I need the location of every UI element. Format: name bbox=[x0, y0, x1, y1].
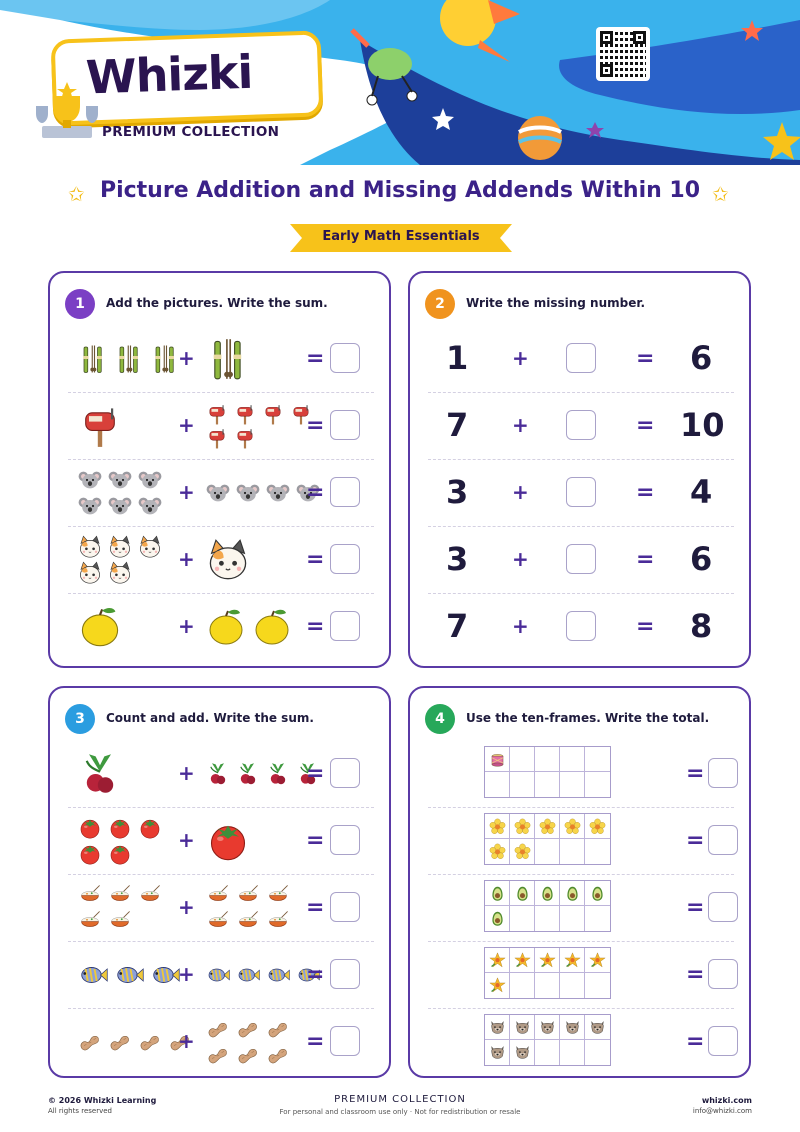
tomato-icon bbox=[206, 819, 250, 863]
picture-group bbox=[78, 468, 168, 518]
koala-icon bbox=[138, 494, 162, 518]
ten-frame-cell bbox=[560, 747, 585, 772]
problem-row bbox=[428, 1008, 734, 1075]
logo-wordmark: Whizki bbox=[84, 44, 254, 105]
sum-number: 6 bbox=[690, 339, 713, 377]
ten-frame-cell bbox=[560, 1040, 585, 1065]
ten-frame-cell bbox=[485, 881, 510, 906]
problem-row bbox=[68, 941, 374, 1008]
koala-icon bbox=[206, 481, 230, 505]
equals-sign: = bbox=[686, 761, 705, 786]
avocado-icon bbox=[489, 910, 506, 927]
star-flower-icon bbox=[539, 952, 556, 969]
picture-group bbox=[206, 337, 256, 381]
flower-icon bbox=[514, 818, 531, 835]
equals-sign: = bbox=[686, 828, 705, 853]
addend-number: 7 bbox=[446, 607, 469, 645]
plus-sign: + bbox=[512, 614, 529, 638]
rice-bowl-icon bbox=[206, 883, 230, 907]
ten-frame-cell bbox=[585, 906, 610, 931]
cat-icon bbox=[108, 561, 132, 585]
peanut-icon bbox=[138, 1030, 162, 1054]
ten-frame-cell bbox=[485, 948, 510, 973]
footer-copyright: © 2026 Whizki Learning bbox=[48, 1096, 157, 1105]
radish-icon bbox=[206, 762, 230, 786]
ten-frame-cell bbox=[485, 906, 510, 931]
answer-box[interactable] bbox=[330, 544, 360, 574]
ten-frame-cell bbox=[510, 906, 535, 931]
missing-number-box[interactable] bbox=[566, 544, 596, 574]
answer-box[interactable] bbox=[708, 959, 738, 989]
ten-frame-cell bbox=[535, 1015, 560, 1040]
missing-number-box[interactable] bbox=[566, 410, 596, 440]
rice-bowl-icon bbox=[138, 883, 162, 907]
koala-icon bbox=[78, 494, 102, 518]
problem-row bbox=[68, 325, 374, 392]
section-instruction: Count and add. Write the sum. bbox=[106, 711, 314, 725]
problem-row bbox=[428, 941, 734, 1008]
tomato-icon bbox=[78, 842, 102, 866]
ten-frame-cell bbox=[585, 1015, 610, 1040]
section-number-badge: 3 bbox=[65, 704, 95, 734]
mailbox-icon bbox=[234, 427, 256, 449]
star-flower-icon bbox=[589, 952, 606, 969]
radish-icon bbox=[78, 752, 122, 796]
equals-sign: = bbox=[306, 413, 325, 438]
fish-icon bbox=[78, 960, 108, 990]
tomato-icon bbox=[78, 816, 102, 840]
footer-email-link[interactable]: info@whizki.com bbox=[692, 1107, 752, 1115]
ten-frame-cell bbox=[535, 948, 560, 973]
section-instruction: Add the pictures. Write the sum. bbox=[106, 296, 328, 310]
ten-frame-cell bbox=[560, 814, 585, 839]
ten-frame bbox=[484, 746, 611, 798]
equals-sign: = bbox=[306, 962, 325, 987]
ten-frame-cell bbox=[510, 747, 535, 772]
lemon-icon bbox=[206, 607, 246, 647]
plus-sign: + bbox=[178, 828, 195, 852]
star-flower-icon bbox=[514, 952, 531, 969]
equals-sign: = bbox=[306, 895, 325, 920]
ten-frame bbox=[484, 813, 611, 865]
equals-sign: = bbox=[306, 547, 325, 572]
picture-group bbox=[78, 344, 186, 374]
rice-bowl-icon bbox=[266, 883, 290, 907]
answer-box[interactable] bbox=[330, 758, 360, 788]
problem-row bbox=[68, 526, 374, 593]
ten-frame-cell bbox=[560, 839, 585, 864]
ten-frame-cell bbox=[535, 906, 560, 931]
fish-icon bbox=[114, 960, 144, 990]
ten-frame bbox=[484, 1014, 611, 1066]
radish-icon bbox=[266, 762, 290, 786]
picture-group bbox=[206, 819, 256, 863]
problem-row bbox=[428, 874, 734, 941]
ten-frame-cell bbox=[510, 948, 535, 973]
plus-sign: + bbox=[512, 346, 529, 370]
ten-frame-cell bbox=[485, 1040, 510, 1065]
rice-bowl-icon bbox=[108, 883, 132, 907]
picture-group bbox=[78, 535, 168, 585]
problem-row bbox=[68, 740, 374, 807]
lemon-icon bbox=[252, 607, 292, 647]
rice-bowl-icon bbox=[266, 909, 290, 933]
answer-box[interactable] bbox=[708, 1026, 738, 1056]
section-3-panel bbox=[48, 686, 391, 1078]
koala-icon bbox=[108, 494, 132, 518]
ten-frame-cell bbox=[510, 839, 535, 864]
koala-icon bbox=[108, 468, 132, 492]
cat-icon bbox=[206, 538, 250, 582]
ten-frame-cell bbox=[510, 1040, 535, 1065]
ten-frame-cell bbox=[560, 772, 585, 797]
ten-frame-cell bbox=[560, 948, 585, 973]
koala-icon bbox=[78, 468, 102, 492]
answer-box[interactable] bbox=[330, 611, 360, 641]
plus-sign: + bbox=[178, 895, 195, 919]
ten-frame-cell bbox=[560, 973, 585, 998]
star-icon: ✩ bbox=[68, 182, 85, 206]
plus-sign: + bbox=[178, 413, 195, 437]
ten-frame-cell bbox=[535, 1040, 560, 1065]
sum-number: 8 bbox=[690, 607, 713, 645]
star-flower-icon bbox=[489, 977, 506, 994]
wolf-icon bbox=[539, 1019, 556, 1036]
addend-number: 1 bbox=[446, 339, 469, 377]
drum-icon bbox=[489, 751, 506, 768]
picture-group bbox=[206, 403, 318, 449]
ten-frame bbox=[484, 880, 611, 932]
plus-sign: + bbox=[178, 547, 195, 571]
answer-box[interactable] bbox=[708, 758, 738, 788]
avocado-icon bbox=[564, 885, 581, 902]
wolf-icon bbox=[564, 1019, 581, 1036]
ten-frame-cell bbox=[510, 1015, 535, 1040]
plus-sign: + bbox=[178, 614, 195, 638]
tomato-icon bbox=[138, 816, 162, 840]
answer-box[interactable] bbox=[330, 825, 360, 855]
problem-row bbox=[68, 1008, 374, 1075]
answer-box[interactable] bbox=[708, 892, 738, 922]
section-number-badge: 1 bbox=[65, 289, 95, 319]
koala-icon bbox=[138, 468, 162, 492]
flower-icon bbox=[489, 843, 506, 860]
cat-icon bbox=[138, 535, 162, 559]
ten-frame-cell bbox=[585, 973, 610, 998]
picture-group bbox=[78, 883, 168, 933]
ten-frame-cell bbox=[560, 881, 585, 906]
wolf-icon bbox=[589, 1019, 606, 1036]
equals-sign: = bbox=[636, 614, 655, 639]
avocado-icon bbox=[589, 885, 606, 902]
ten-frame-cell bbox=[510, 814, 535, 839]
plus-sign: + bbox=[178, 761, 195, 785]
addend-number: 3 bbox=[446, 473, 469, 511]
picture-group bbox=[206, 883, 296, 933]
ten-frame-cell bbox=[485, 839, 510, 864]
tomato-icon bbox=[108, 816, 132, 840]
picture-group bbox=[206, 1017, 296, 1067]
ten-frame-cell bbox=[585, 814, 610, 839]
mailbox-icon bbox=[78, 404, 122, 448]
koala-icon bbox=[266, 481, 290, 505]
ten-frame-cell bbox=[535, 881, 560, 906]
ten-frame-cell bbox=[485, 814, 510, 839]
ten-frame-cell bbox=[560, 906, 585, 931]
picture-group bbox=[78, 605, 128, 649]
ten-frame-cell bbox=[585, 839, 610, 864]
problem-row bbox=[428, 807, 734, 874]
rice-bowl-icon bbox=[236, 909, 260, 933]
star-flower-icon bbox=[564, 952, 581, 969]
missing-number-box[interactable] bbox=[566, 611, 596, 641]
plus-sign: + bbox=[178, 480, 195, 504]
ten-frame-cell bbox=[510, 881, 535, 906]
ten-frame-cell bbox=[510, 772, 535, 797]
star-icon: ✩ bbox=[712, 182, 729, 206]
page-header bbox=[0, 0, 800, 165]
avocado-icon bbox=[514, 885, 531, 902]
ten-frame bbox=[484, 947, 611, 999]
flower-icon bbox=[514, 843, 531, 860]
addend-number: 7 bbox=[446, 406, 469, 444]
wolf-icon bbox=[489, 1019, 506, 1036]
sum-number: 10 bbox=[680, 406, 725, 444]
equals-sign: = bbox=[306, 346, 325, 371]
equals-sign: = bbox=[686, 962, 705, 987]
ten-frame-cell bbox=[585, 1040, 610, 1065]
ten-frame-cell bbox=[485, 973, 510, 998]
fish-icon bbox=[150, 960, 180, 990]
peanut-icon bbox=[206, 1043, 230, 1067]
rice-bowl-icon bbox=[236, 883, 260, 907]
fish-icon bbox=[236, 963, 260, 987]
problem-row bbox=[428, 593, 734, 660]
missing-number-box[interactable] bbox=[566, 477, 596, 507]
mailbox-icon bbox=[234, 403, 256, 425]
rice-bowl-icon bbox=[108, 909, 132, 933]
sum-number: 4 bbox=[690, 473, 713, 511]
plus-sign: + bbox=[512, 547, 529, 571]
qr-code bbox=[596, 27, 650, 81]
page-title: Picture Addition and Missing Addends Within 10 bbox=[99, 178, 701, 203]
equals-sign: = bbox=[306, 480, 325, 505]
section-number-badge: 4 bbox=[425, 704, 455, 734]
section-4-panel bbox=[408, 686, 751, 1078]
ten-frame-cell bbox=[535, 839, 560, 864]
ski-poles-icon bbox=[206, 337, 250, 381]
avocado-icon bbox=[539, 885, 556, 902]
plus-sign: + bbox=[512, 480, 529, 504]
plus-sign: + bbox=[512, 413, 529, 437]
wolf-icon bbox=[514, 1044, 531, 1061]
sum-number: 6 bbox=[690, 540, 713, 578]
picture-group bbox=[78, 816, 168, 866]
mailbox-icon bbox=[206, 427, 228, 449]
equals-sign: = bbox=[636, 413, 655, 438]
peanut-icon bbox=[236, 1017, 260, 1041]
flower-icon bbox=[489, 818, 506, 835]
ten-frame-cell bbox=[560, 1015, 585, 1040]
addend-number: 3 bbox=[446, 540, 469, 578]
rice-bowl-icon bbox=[78, 883, 102, 907]
section-number-badge: 2 bbox=[425, 289, 455, 319]
picture-group bbox=[78, 752, 128, 796]
problem-row bbox=[68, 392, 374, 459]
section-1-panel bbox=[48, 271, 391, 668]
plus-sign: + bbox=[178, 346, 195, 370]
mailbox-icon bbox=[262, 403, 284, 425]
flower-icon bbox=[564, 818, 581, 835]
equals-sign: = bbox=[636, 480, 655, 505]
footer-usage-note: For personal and classroom use only · Not for redistribution or resale bbox=[279, 1108, 521, 1116]
lemon-icon bbox=[78, 605, 122, 649]
equals-sign: = bbox=[686, 895, 705, 920]
equals-sign: = bbox=[306, 828, 325, 853]
plus-sign: + bbox=[178, 1029, 195, 1053]
ten-frame-cell bbox=[585, 881, 610, 906]
answer-box[interactable] bbox=[330, 1026, 360, 1056]
ten-frame-cell bbox=[485, 1015, 510, 1040]
picture-group bbox=[206, 607, 298, 647]
footer-website-link[interactable]: whizki.com bbox=[701, 1096, 752, 1105]
problem-row bbox=[68, 459, 374, 526]
equals-sign: = bbox=[636, 547, 655, 572]
ten-frame-cell bbox=[585, 948, 610, 973]
radish-icon bbox=[236, 762, 260, 786]
equals-sign: = bbox=[306, 614, 325, 639]
wolf-icon bbox=[489, 1044, 506, 1061]
picture-group bbox=[78, 960, 186, 990]
flower-icon bbox=[589, 818, 606, 835]
answer-box[interactable] bbox=[330, 410, 360, 440]
equals-sign: = bbox=[686, 1029, 705, 1054]
tomato-icon bbox=[108, 842, 132, 866]
answer-box[interactable] bbox=[330, 477, 360, 507]
section-2-panel bbox=[408, 271, 751, 668]
ten-frame-cell bbox=[535, 747, 560, 772]
answer-box[interactable] bbox=[330, 959, 360, 989]
koala-icon bbox=[236, 481, 260, 505]
plus-sign: + bbox=[178, 962, 195, 986]
cat-icon bbox=[78, 561, 102, 585]
equals-sign: = bbox=[306, 761, 325, 786]
peanut-icon bbox=[236, 1043, 260, 1067]
mailbox-icon bbox=[206, 403, 228, 425]
fish-icon bbox=[206, 963, 230, 987]
problem-row bbox=[428, 392, 734, 459]
problem-row bbox=[428, 526, 734, 593]
peanut-icon bbox=[206, 1017, 230, 1041]
ten-frame-cell bbox=[535, 772, 560, 797]
missing-number-box[interactable] bbox=[566, 343, 596, 373]
trophy-icon bbox=[32, 82, 102, 142]
ski-poles-icon bbox=[78, 344, 108, 374]
picture-group bbox=[206, 538, 256, 582]
fish-icon bbox=[266, 963, 290, 987]
peanut-icon bbox=[266, 1043, 290, 1067]
ski-poles-icon bbox=[114, 344, 144, 374]
wolf-icon bbox=[514, 1019, 531, 1036]
picture-group bbox=[78, 404, 128, 448]
rice-bowl-icon bbox=[78, 909, 102, 933]
rice-bowl-icon bbox=[206, 909, 230, 933]
problem-row bbox=[428, 325, 734, 392]
ten-frame-cell bbox=[585, 747, 610, 772]
problem-row bbox=[68, 593, 374, 660]
page-subtitle: Early Math Essentials bbox=[322, 229, 480, 244]
peanut-icon bbox=[266, 1017, 290, 1041]
ten-frame-cell bbox=[535, 814, 560, 839]
flower-icon bbox=[539, 818, 556, 835]
logo-subtitle: PREMIUM COLLECTION bbox=[102, 124, 280, 140]
section-instruction: Write the missing number. bbox=[466, 296, 646, 310]
problem-row bbox=[68, 807, 374, 874]
problem-row bbox=[428, 459, 734, 526]
cat-icon bbox=[78, 535, 102, 559]
ski-poles-icon bbox=[150, 344, 180, 374]
ten-frame-cell bbox=[535, 973, 560, 998]
ten-frame-cell bbox=[485, 747, 510, 772]
ten-frame-cell bbox=[510, 973, 535, 998]
peanut-icon bbox=[108, 1030, 132, 1054]
problem-row bbox=[68, 874, 374, 941]
section-instruction: Use the ten-frames. Write the total. bbox=[466, 711, 710, 725]
answer-box[interactable] bbox=[330, 343, 360, 373]
avocado-icon bbox=[489, 885, 506, 902]
equals-sign: = bbox=[636, 346, 655, 371]
footer-collection: PREMIUM COLLECTION bbox=[334, 1094, 466, 1105]
ten-frame-cell bbox=[585, 772, 610, 797]
star-flower-icon bbox=[489, 952, 506, 969]
answer-box[interactable] bbox=[708, 825, 738, 855]
cat-icon bbox=[108, 535, 132, 559]
equals-sign: = bbox=[306, 1029, 325, 1054]
footer-rights: All rights reserved bbox=[48, 1107, 112, 1115]
problem-row bbox=[428, 740, 734, 807]
answer-box[interactable] bbox=[330, 892, 360, 922]
ten-frame-cell bbox=[485, 772, 510, 797]
peanut-icon bbox=[78, 1030, 102, 1054]
